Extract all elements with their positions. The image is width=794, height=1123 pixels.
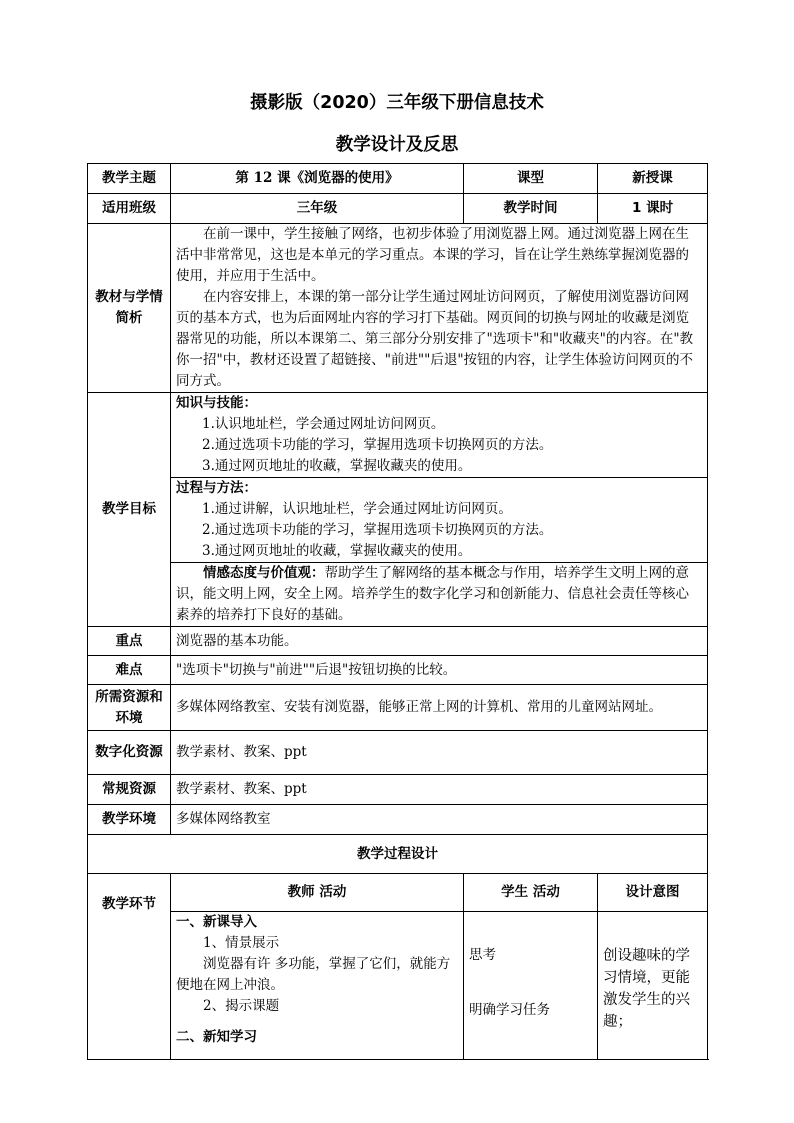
process-method-item: 1.通过讲解，认识地址栏，学会通过网址访问网页。 — [202, 501, 512, 517]
class-value: 三年级 — [171, 194, 464, 224]
section-intro-heading: 一、新课导入 — [176, 914, 257, 930]
intent-column-header: 设计意图 — [598, 874, 708, 912]
type-value: 新授课 — [598, 164, 708, 194]
lesson-plan-table — [87, 163, 708, 1060]
difficult-value: "选项卡"切换与"前进""后退"按钮切换的比较。 — [171, 656, 708, 685]
topic-value: 第 12 课《浏览器的使用》 — [171, 164, 464, 194]
resources-label: 所需资源和环境 — [88, 685, 171, 731]
row-digital — [88, 731, 708, 775]
document-subtitle: 教学设计及反思 — [335, 135, 459, 155]
analysis-paragraph-2: 在内容安排上，本课的第一部分让学生通过网址访问网页，了解使用浏览器访问网页的基本方式，也为后面网址内容的学习打下基础。网页间的切换与网址的收藏是浏览器常见的功能，所以本课第二、第三部分分别安排了"选项卡"和"收藏夹"的内容。在"教你一招"中，教材还设置了超链接、"前进""后退"按钮的内容，让学生体验访问网页的不同方式。 — [176, 289, 694, 389]
section-new-heading: 二、新知学习 — [176, 1029, 257, 1045]
key-label: 重点 — [88, 627, 171, 656]
section-intro-text: 浏览器有许 多功能，掌握了它们，就能方便地在网上冲浪。 — [176, 956, 451, 993]
row-process-heading — [88, 835, 708, 874]
row-objectives-process — [88, 478, 708, 563]
student-column-header: 学生 活动 — [464, 874, 598, 912]
regular-value: 教学素材、教案、ppt — [171, 775, 708, 805]
analysis-label: 教材与学情简析 — [88, 224, 171, 393]
digital-label: 数字化资源 — [88, 731, 171, 775]
environment-value: 多媒体网络教室 — [171, 805, 708, 835]
key-value: 浏览器的基本功能。 — [171, 627, 708, 656]
type-label: 课型 — [464, 164, 598, 194]
row-difficult — [88, 656, 708, 685]
row-objectives-knowledge — [88, 393, 708, 478]
row-class — [88, 194, 708, 224]
row-objectives-emotion — [88, 563, 708, 627]
time-value: 1 课时 — [598, 194, 708, 224]
process-method-item: 2.通过选项卡功能的学习，掌握用选项卡切换网页的方法。 — [202, 522, 553, 538]
regular-label: 常规资源 — [88, 775, 171, 805]
time-label: 教学时间 — [464, 194, 598, 224]
knowledge-item: 3.通过网页地址的收藏，掌握收藏夹的使用。 — [202, 458, 472, 474]
document-title: 摄影版（2020）三年级下册信息技术 — [250, 93, 544, 113]
emotion-cell — [171, 563, 708, 627]
class-label: 适用班级 — [88, 194, 171, 224]
row-environment — [88, 805, 708, 835]
emotion-heading: 情感态度与价值观： — [203, 565, 325, 581]
row-process-intro — [88, 912, 708, 1060]
stage-column-header: 教学环节 — [88, 874, 171, 1060]
process-method-heading: 过程与方法： — [176, 480, 257, 496]
intent-text: 创设趣味的学习情境，更能激发学生的兴趣； — [603, 948, 691, 1030]
emotion-paragraph — [176, 563, 702, 626]
topic-label: 教学主题 — [88, 164, 171, 194]
row-resources — [88, 685, 708, 731]
row-regular — [88, 775, 708, 805]
knowledge-cell — [171, 393, 708, 478]
row-analysis — [88, 224, 708, 393]
analysis-paragraph-1: 在前一课中，学生接触了网络，也初步体验了用浏览器上网。通过浏览器上网在生活中非常常见，这也是本单元的学习重点。本课的学习，旨在让学生熟练掌握浏览器的使用，并应用于生活中。 — [176, 226, 689, 284]
section-intro-sub2: 2、揭示课题 — [203, 998, 280, 1014]
row-topic — [88, 164, 708, 194]
student-activity-cell — [464, 912, 598, 1060]
process-heading: 教学过程设计 — [88, 835, 708, 874]
environment-label: 教学环境 — [88, 805, 171, 835]
row-key — [88, 627, 708, 656]
objectives-label: 教学目标 — [88, 393, 171, 627]
teacher-activity-cell — [171, 912, 464, 1060]
knowledge-item: 2.通过选项卡功能的学习，掌握用选项卡切换网页的方法。 — [202, 437, 553, 453]
analysis-content — [171, 224, 708, 393]
process-method-item: 3.通过网页地址的收藏，掌握收藏夹的使用。 — [202, 543, 472, 559]
difficult-label: 难点 — [88, 656, 171, 685]
resources-value: 多媒体网络教室、安装有浏览器，能够正常上网的计算机、常用的儿童网站网址。 — [171, 685, 708, 731]
section-intro-sub1: 1、情景展示 — [203, 935, 280, 951]
emotion-text: 帮助学生了解网络的基本概念与作用，培养学生文明上网的意识，能文明上网，安全上网。培养学生的数字化学习和创新能力、信息社会责任等核心素养的培养打下良好的基础。 — [176, 565, 689, 623]
teacher-column-header: 教师 活动 — [171, 874, 464, 912]
intent-cell — [598, 912, 708, 1060]
student-activity-think: 思考 — [469, 947, 496, 963]
student-activity-task: 明确学习任务 — [469, 1002, 550, 1018]
digital-value: 教学素材、教案、ppt — [171, 731, 708, 775]
knowledge-item: 1.认识地址栏，学会通过网址访问网页。 — [202, 416, 445, 432]
process-method-cell — [171, 478, 708, 563]
row-process-columns — [88, 874, 708, 912]
knowledge-heading: 知识与技能： — [176, 395, 257, 411]
